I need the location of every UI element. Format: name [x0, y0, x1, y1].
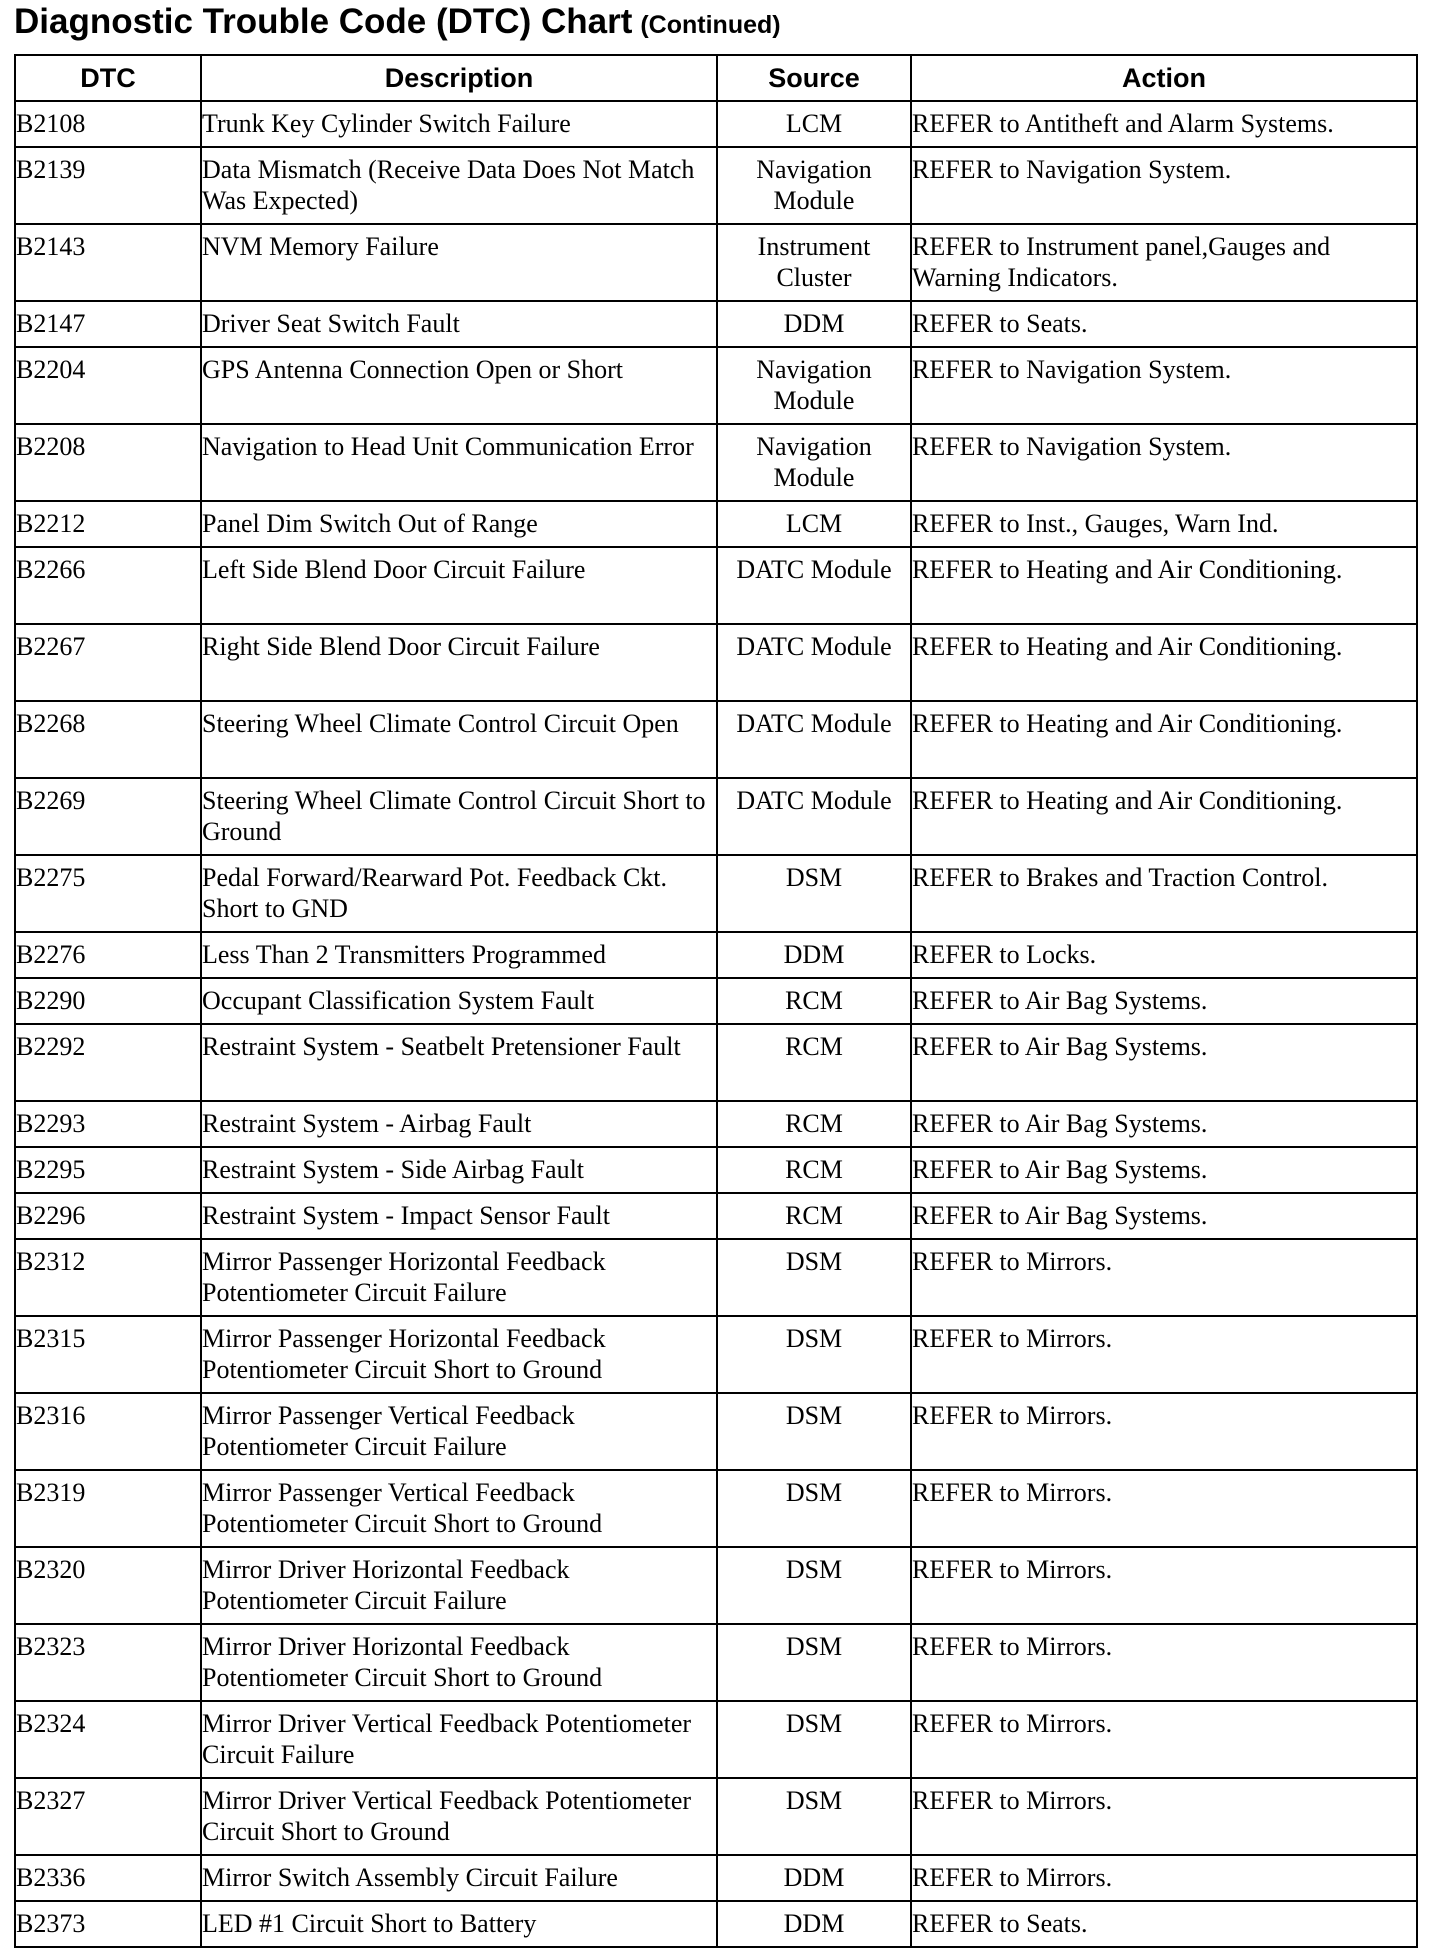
action-cell: REFER to Mirrors. — [911, 1316, 1417, 1393]
action-cell: REFER to Navigation System. — [911, 147, 1417, 224]
dtc-table — [14, 54, 1418, 1948]
table-row — [15, 1147, 1417, 1193]
source-cell: DSM — [717, 1239, 911, 1316]
description-cell: LED #1 Circuit Short to Battery — [201, 1901, 717, 1947]
dtc-cell: B2269 — [15, 778, 201, 855]
table-row — [15, 1547, 1417, 1624]
action-cell: REFER to Seats. — [911, 1901, 1417, 1947]
description-cell: Driver Seat Switch Fault — [201, 301, 717, 347]
source-cell: DSM — [717, 1624, 911, 1701]
description-cell: Steering Wheel Climate Control Circuit Open — [201, 701, 717, 778]
header-action: Action — [911, 55, 1417, 101]
dtc-cell: B2323 — [15, 1624, 201, 1701]
table-row — [15, 301, 1417, 347]
source-cell: RCM — [717, 1024, 911, 1101]
table-row — [15, 1193, 1417, 1239]
description-cell: Restraint System - Side Airbag Fault — [201, 1147, 717, 1193]
description-cell: Mirror Passenger Horizontal Feedback Potentiometer Circuit Short to Ground — [201, 1316, 717, 1393]
description-cell: NVM Memory Failure — [201, 224, 717, 301]
header-row — [15, 55, 1417, 101]
description-cell: Less Than 2 Transmitters Programmed — [201, 932, 717, 978]
header-dtc: DTC — [15, 55, 201, 101]
table-row — [15, 1316, 1417, 1393]
description-cell: Pedal Forward/Rearward Pot. Feedback Ckt. Short to GND — [201, 855, 717, 932]
description-cell: Mirror Driver Horizontal Feedback Potentiometer Circuit Failure — [201, 1547, 717, 1624]
dtc-cell: B2327 — [15, 1778, 201, 1855]
table-row — [15, 1101, 1417, 1147]
action-cell: REFER to Air Bag Systems. — [911, 1101, 1417, 1147]
action-cell: REFER to Mirrors. — [911, 1239, 1417, 1316]
source-cell: DATC Module — [717, 778, 911, 855]
action-cell: REFER to Navigation System. — [911, 347, 1417, 424]
dtc-cell: B2139 — [15, 147, 201, 224]
dtc-cell: B2212 — [15, 501, 201, 547]
page-title — [14, 2, 781, 42]
action-cell: REFER to Seats. — [911, 301, 1417, 347]
dtc-cell: B2316 — [15, 1393, 201, 1470]
table-row — [15, 347, 1417, 424]
action-cell: REFER to Heating and Air Conditioning. — [911, 624, 1417, 701]
action-cell: REFER to Mirrors. — [911, 1855, 1417, 1901]
description-cell: Mirror Driver Horizontal Feedback Potentiometer Circuit Short to Ground — [201, 1624, 717, 1701]
description-cell: Mirror Switch Assembly Circuit Failure — [201, 1855, 717, 1901]
table-row — [15, 978, 1417, 1024]
table-row — [15, 624, 1417, 701]
action-cell: REFER to Mirrors. — [911, 1701, 1417, 1778]
source-cell: DATC Module — [717, 547, 911, 624]
dtc-cell: B2204 — [15, 347, 201, 424]
dtc-cell: B2266 — [15, 547, 201, 624]
dtc-cell: B2319 — [15, 1470, 201, 1547]
dtc-cell: B2275 — [15, 855, 201, 932]
dtc-cell: B2108 — [15, 101, 201, 147]
dtc-cell: B2208 — [15, 424, 201, 501]
source-cell: RCM — [717, 1101, 911, 1147]
table-row — [15, 224, 1417, 301]
action-cell: REFER to Instrument panel,Gauges and Warning Indicators. — [911, 224, 1417, 301]
description-cell: Navigation to Head Unit Communication Error — [201, 424, 717, 501]
dtc-cell: B2312 — [15, 1239, 201, 1316]
action-cell: REFER to Air Bag Systems. — [911, 1024, 1417, 1101]
source-cell: DSM — [717, 855, 911, 932]
table-row — [15, 1024, 1417, 1101]
dtc-cell: B2336 — [15, 1855, 201, 1901]
source-cell: DATC Module — [717, 624, 911, 701]
action-cell: REFER to Heating and Air Conditioning. — [911, 547, 1417, 624]
table-row — [15, 1855, 1417, 1901]
source-cell: DSM — [717, 1778, 911, 1855]
source-cell: RCM — [717, 1147, 911, 1193]
source-cell: DDM — [717, 301, 911, 347]
dtc-cell: B2143 — [15, 224, 201, 301]
table-row — [15, 1624, 1417, 1701]
description-cell: Right Side Blend Door Circuit Failure — [201, 624, 717, 701]
description-cell: Restraint System - Impact Sensor Fault — [201, 1193, 717, 1239]
action-cell: REFER to Air Bag Systems. — [911, 978, 1417, 1024]
source-cell: DSM — [717, 1547, 911, 1624]
dtc-cell: B2147 — [15, 301, 201, 347]
action-cell: REFER to Heating and Air Conditioning. — [911, 778, 1417, 855]
table-row — [15, 1239, 1417, 1316]
description-cell: Restraint System - Airbag Fault — [201, 1101, 717, 1147]
action-cell: REFER to Navigation System. — [911, 424, 1417, 501]
dtc-cell: B2320 — [15, 1547, 201, 1624]
chart-subtitle: (Continued) — [640, 11, 781, 39]
table-row — [15, 1778, 1417, 1855]
table-row — [15, 701, 1417, 778]
action-cell: REFER to Brakes and Traction Control. — [911, 855, 1417, 932]
source-cell: DSM — [717, 1393, 911, 1470]
dtc-cell: B2296 — [15, 1193, 201, 1239]
table-row — [15, 147, 1417, 224]
table-row — [15, 424, 1417, 501]
description-cell: Left Side Blend Door Circuit Failure — [201, 547, 717, 624]
source-cell: DSM — [717, 1701, 911, 1778]
source-cell: Navigation Module — [717, 424, 911, 501]
source-cell: DSM — [717, 1470, 911, 1547]
description-cell: Mirror Passenger Horizontal Feedback Potentiometer Circuit Failure — [201, 1239, 717, 1316]
dtc-cell: B2290 — [15, 978, 201, 1024]
description-cell: Mirror Passenger Vertical Feedback Potentiometer Circuit Short to Ground — [201, 1470, 717, 1547]
table-row — [15, 547, 1417, 624]
dtc-cell: B2292 — [15, 1024, 201, 1101]
description-cell: Restraint System - Seatbelt Pretensioner Fault — [201, 1024, 717, 1101]
table-row — [15, 1470, 1417, 1547]
source-cell: DSM — [717, 1316, 911, 1393]
action-cell: REFER to Mirrors. — [911, 1547, 1417, 1624]
action-cell: REFER to Mirrors. — [911, 1393, 1417, 1470]
source-cell: DDM — [717, 932, 911, 978]
table-row — [15, 1701, 1417, 1778]
header-description: Description — [201, 55, 717, 101]
description-cell: Panel Dim Switch Out of Range — [201, 501, 717, 547]
table-row — [15, 1901, 1417, 1947]
source-cell: DATC Module — [717, 701, 911, 778]
source-cell: LCM — [717, 501, 911, 547]
description-cell: Mirror Driver Vertical Feedback Potentiometer Circuit Short to Ground — [201, 1778, 717, 1855]
action-cell: REFER to Mirrors. — [911, 1624, 1417, 1701]
action-cell: REFER to Locks. — [911, 932, 1417, 978]
header-source: Source — [717, 55, 911, 101]
source-cell: Instrument Cluster — [717, 224, 911, 301]
description-cell: GPS Antenna Connection Open or Short — [201, 347, 717, 424]
table-row — [15, 855, 1417, 932]
source-cell: Navigation Module — [717, 347, 911, 424]
table-row — [15, 1393, 1417, 1470]
source-cell: DDM — [717, 1901, 911, 1947]
table-row — [15, 101, 1417, 147]
source-cell: RCM — [717, 978, 911, 1024]
dtc-cell: B2267 — [15, 624, 201, 701]
dtc-cell: B2315 — [15, 1316, 201, 1393]
dtc-cell: B2373 — [15, 1901, 201, 1947]
dtc-cell: B2268 — [15, 701, 201, 778]
dtc-cell: B2295 — [15, 1147, 201, 1193]
source-cell: DDM — [717, 1855, 911, 1901]
description-cell: Mirror Driver Vertical Feedback Potentiometer Circuit Failure — [201, 1701, 717, 1778]
description-cell: Occupant Classification System Fault — [201, 978, 717, 1024]
action-cell: REFER to Inst., Gauges, Warn Ind. — [911, 501, 1417, 547]
source-cell: RCM — [717, 1193, 911, 1239]
description-cell: Steering Wheel Climate Control Circuit Short to Ground — [201, 778, 717, 855]
action-cell: REFER to Antitheft and Alarm Systems. — [911, 101, 1417, 147]
action-cell: REFER to Mirrors. — [911, 1470, 1417, 1547]
dtc-cell: B2293 — [15, 1101, 201, 1147]
action-cell: REFER to Heating and Air Conditioning. — [911, 701, 1417, 778]
action-cell: REFER to Air Bag Systems. — [911, 1193, 1417, 1239]
table-row — [15, 932, 1417, 978]
action-cell: REFER to Air Bag Systems. — [911, 1147, 1417, 1193]
description-cell: Data Mismatch (Receive Data Does Not Match Was Expected) — [201, 147, 717, 224]
dtc-cell: B2276 — [15, 932, 201, 978]
table-row — [15, 501, 1417, 547]
source-cell: LCM — [717, 101, 911, 147]
action-cell: REFER to Mirrors. — [911, 1778, 1417, 1855]
dtc-cell: B2324 — [15, 1701, 201, 1778]
description-cell: Trunk Key Cylinder Switch Failure — [201, 101, 717, 147]
source-cell: Navigation Module — [717, 147, 911, 224]
chart-title: Diagnostic Trouble Code (DTC) Chart — [14, 2, 633, 41]
table-row — [15, 778, 1417, 855]
description-cell: Mirror Passenger Vertical Feedback Potentiometer Circuit Failure — [201, 1393, 717, 1470]
